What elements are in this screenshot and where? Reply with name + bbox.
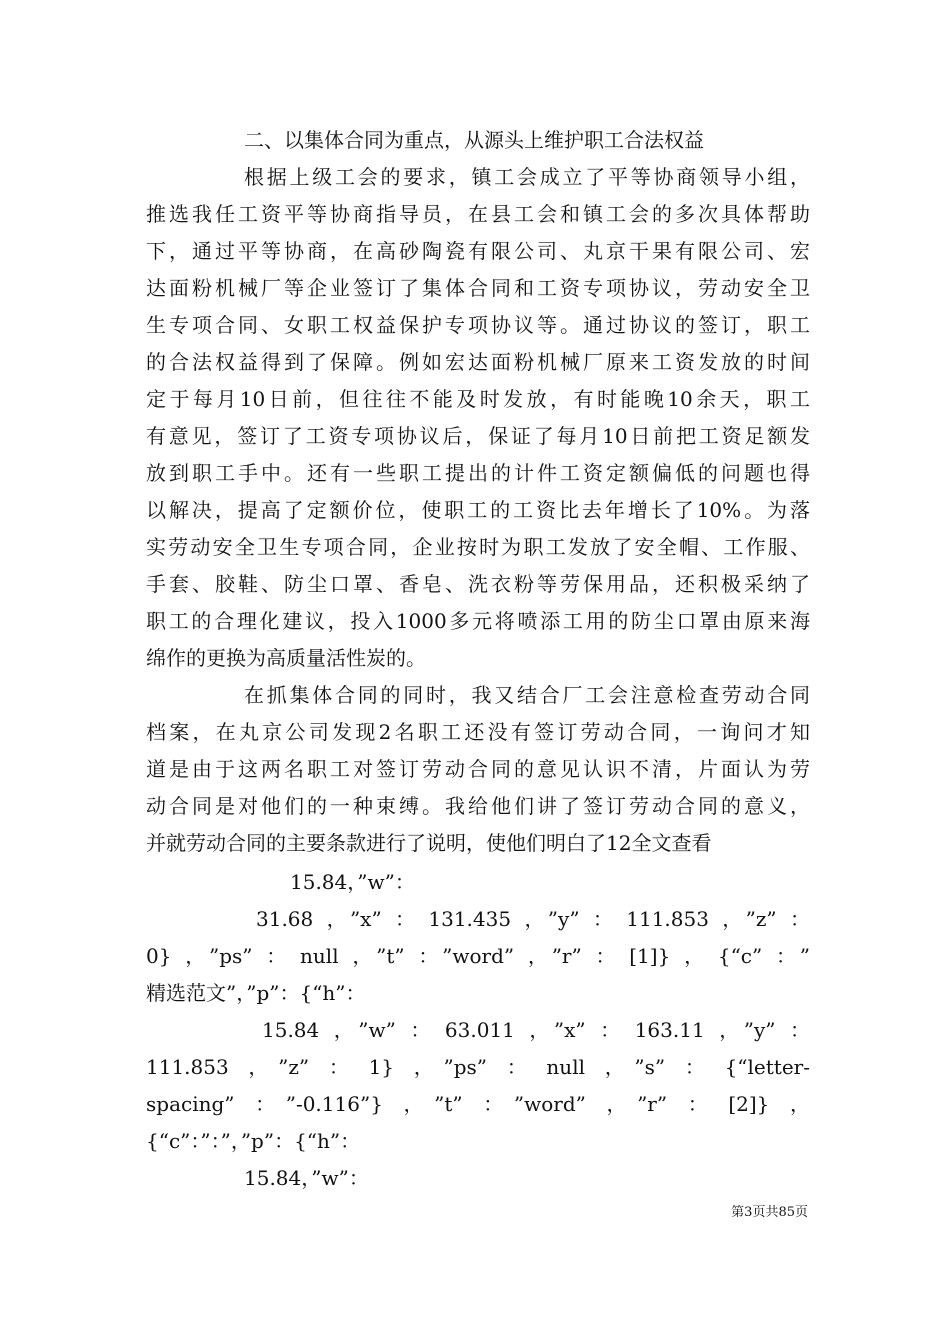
paragraph-line: 的合法权益得到了保障。例如宏达面粉机械厂原来工资发放的时间 [146, 350, 810, 374]
paragraph-line: 手套、胶鞋、防尘口罩、香皂、洗衣粉等劳保用品，还积极采纳了 [146, 572, 810, 596]
data-fragment-line: 0}，”ps”：null，”t”：”word”，”r”：[1]}，{“c”：” [146, 944, 810, 968]
paragraph-line: 定于每月10日前，但往往不能及时发放，有时能晚10余天，职工 [146, 387, 810, 411]
page-number: 第3页共85页 [731, 1205, 808, 1220]
data-fragment-line: 15.84，”w”： [290, 870, 415, 894]
paragraph-line: 并就劳动合同的主要条款进行了说明，使他们明白了12全文查看 [146, 831, 712, 855]
paragraph-line: 有意见，签订了工资专项协议后，保证了每月10日前把工资足额发 [146, 424, 810, 448]
paragraph-line: 下，通过平等协商，在高砂陶瓷有限公司、丸京干果有限公司、宏 [146, 239, 810, 263]
data-fragment-line: {“c”：”：”，”p”：{“h”： [146, 1129, 361, 1153]
paragraph-line: 放到职工手中。还有一些职工提出的计件工资定额偏低的问题也得 [146, 461, 810, 485]
data-fragment-line: 111.853，”z”：1}，”ps”：null，”s”：{“letter- [146, 1055, 810, 1079]
paragraph-line: 推选我任工资平等协商指导员，在县工会和镇工会的多次具体帮助 [146, 202, 810, 226]
paragraph-line: 根据上级工会的要求，镇工会成立了平等协商领导小组， [244, 165, 810, 189]
paragraph-line: 达面粉机械厂等企业签订了集体合同和工资专项协议，劳动安全卫 [146, 276, 810, 300]
paragraph-line: 实劳动安全卫生专项合同，企业按时为职工发放了安全帽、工作服、 [146, 535, 810, 559]
paragraph-line: 动合同是对他们的一种束缚。我给他们讲了签订劳动合同的意义， [146, 794, 810, 818]
paragraph-line: 职工的合理化建议，投入1000多元将喷添工用的防尘口罩由原来海 [146, 609, 810, 633]
paragraph-line: 档案，在丸京公司发现2名职工还没有签订劳动合同，一询问才知 [146, 720, 810, 744]
data-fragment-line: 15.84，”w”：63.011，”x”：163.11，”y”： [262, 1018, 810, 1042]
paragraph-line: 在抓集体合同的同时，我又结合厂工会注意检查劳动合同 [244, 683, 810, 707]
paragraph-line: 生专项合同、女职工权益保护专项协议等。通过协议的签订，职工 [146, 313, 810, 337]
paragraph-line: 道是由于这两名职工对签订劳动合同的意见认识不清，片面认为劳 [146, 757, 810, 781]
paragraph-line: 绵作的更换为高质量活性炭的。 [146, 646, 426, 670]
data-fragment-line: 15.84，”w”： [244, 1166, 369, 1190]
data-fragment-line: 31.68，”x”：131.435，”y”：111.853，”z”： [256, 907, 810, 931]
data-fragment-line: spacing”：”-0.116”}，”t”：”word”，”r”：[2]}， [146, 1092, 810, 1116]
paragraph-line: 以解决，提高了定额价位，使职工的工资比去年增长了10%。为落 [146, 498, 810, 522]
section-heading: 二、以集体合同为重点，从源头上维护职工合法权益 [244, 128, 704, 152]
data-fragment-line: 精选范文”，”p”：{“h”： [146, 981, 366, 1005]
